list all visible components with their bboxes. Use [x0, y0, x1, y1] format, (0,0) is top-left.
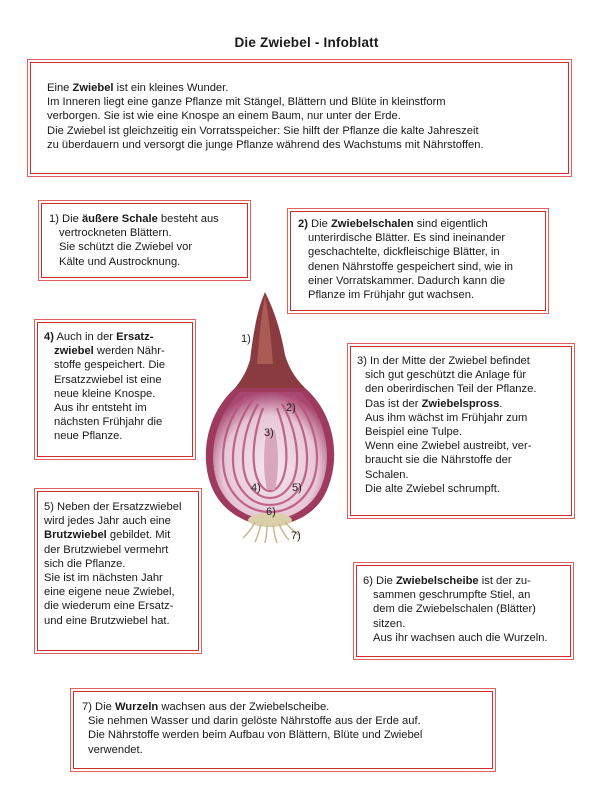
box3-line-7: Wenn eine Zwiebel austreibt, ver-	[365, 440, 532, 453]
box5-line-6: Sie ist im nächsten Jahr	[44, 572, 163, 585]
box3-line-8: braucht sie die Nährstoffe der	[365, 454, 512, 467]
box3-line-2: sich gut geschützt die Anlage für	[365, 369, 527, 382]
box2-line-1: 2) Die Zwiebelschalen sind eigentlich	[298, 218, 488, 230]
box3-line-5: Aus ihm wächst im Frühjahr zum	[365, 411, 528, 424]
box7-line-1: 7) Die Wurzeln wachsen aus der Zwiebelscheibe.	[82, 701, 330, 713]
box4-line-3: stoffe gespeichert. Die	[54, 359, 166, 372]
onion-label-4: 4)	[251, 482, 261, 494]
box4-line-6: Aus ihr entsteht im	[54, 402, 147, 415]
box7-line-4: verwendet.	[88, 743, 143, 756]
onion-label-3: 3)	[264, 427, 274, 439]
box2-line-6: Pflanze im Frühjahr gut wachsen.	[308, 289, 475, 302]
intro-line-3: verborgen. Sie ist wie eine Knospe an einem Baum, nur unter der Erde.	[47, 110, 401, 123]
box4-line-8: neue Pflanze.	[54, 430, 123, 443]
box5-line-5: sich die Pflanze.	[44, 557, 126, 570]
info-box-7-roots	[73, 691, 493, 769]
box1-line-4: Kälte und Austrocknung.	[59, 255, 181, 268]
box5-line-3: Brutzwiebel gebildet. Mit	[44, 529, 171, 542]
box4-line-4: Ersatzzwiebel ist eine	[54, 373, 162, 386]
info-box-3-sprout	[350, 346, 572, 516]
onion-label-1: 1)	[241, 333, 251, 345]
box5-line-7: eine eigene neue Zwiebel,	[44, 586, 175, 599]
box5-line-4: der Brutzwiebel vermehrt	[44, 543, 169, 556]
intro-line-1: Eine Zwiebel ist ein kleines Wunder.	[47, 82, 229, 94]
onion-label-5: 5)	[292, 482, 302, 494]
box4-line-7: nächsten Frühjahr die	[54, 416, 163, 429]
box4-line-1: 4) Auch in der Ersatz-	[44, 331, 154, 343]
info-box-5-brood-bulb	[37, 491, 199, 651]
intro-box	[30, 62, 569, 174]
box2-line-5: einer Vorratskammer. Dadurch kann die	[308, 274, 506, 287]
info-box-1-outer-skin	[41, 203, 248, 278]
box1-line-2: vertrockneten Blättern.	[59, 227, 172, 240]
intro-line-4: Die Zwiebel ist gleichzeitig ein Vorratsspeicher: Sie hilft der Pflanze die kalte Jahreszeit	[47, 124, 479, 137]
box7-line-2: Sie nehmen Wasser und darin gelöste Nährstoffe aus der Erde auf.	[88, 715, 421, 728]
box2-line-2: unterirdische Blätter. Es sind ineinander	[308, 232, 506, 245]
box4-line-5: neue kleine Knospe.	[54, 387, 156, 400]
intro-line-2: Im Inneren liegt eine ganze Pflanze mit Stängel, Blättern und Blüte in kleinstform	[47, 96, 446, 109]
intro-line-5: zu überdauern und versorgt die junge Pflanze während des Wachstums mit Nährstoffen.	[47, 138, 484, 151]
box5-line-2: wird jedes Jahr auch eine	[44, 515, 171, 528]
box5-line-8: die wiederum eine Ersatz-	[44, 600, 174, 613]
box3-line-1: 3) In der Mitte der Zwiebel befindet	[357, 355, 530, 367]
box5-line-1: 5) Neben der Ersatzzwiebel	[44, 501, 182, 513]
onion-label-2: 2)	[286, 402, 296, 414]
info-box-4-replacement-bulb	[37, 322, 193, 457]
box3-line-6: Beispiel eine Tulpe.	[365, 426, 463, 439]
info-box-6-basal-plate	[356, 565, 571, 657]
box4-line-2: zwiebel werden Nähr-	[54, 345, 165, 358]
box6-line-2: sammen geschrumpfte Stiel, an	[373, 589, 531, 602]
onion-label-6: 6)	[266, 506, 276, 518]
box5-line-9: und eine Brutzwiebel hat.	[44, 614, 170, 627]
box2-line-4: denen Nährstoffe gespeichert sind, wie in	[308, 260, 514, 273]
box1-line-3: Sie schützt die Zwiebel vor	[59, 241, 193, 254]
box7-line-3: Die Nährstoffe werden beim Aufbau von Blättern, Blüte und Zwiebel	[88, 729, 423, 742]
box3-line-10: Die alte Zwiebel schrumpft.	[365, 482, 500, 495]
box3-line-9: Schalen.	[365, 468, 409, 481]
box3-line-4: Das ist der Zwiebelspross.	[365, 397, 503, 410]
page-title: Die Zwiebel - Infoblatt	[234, 35, 379, 50]
box6-line-4: sitzen.	[373, 617, 406, 630]
box1-line-1: 1) Die äußere Schale besteht aus	[49, 213, 219, 225]
box6-line-1: 6) Die Zwiebelscheibe ist der zu-	[363, 575, 531, 587]
box3-line-3: den oberirdischen Teil der Pflanze.	[365, 383, 537, 396]
onion-label-7: 7)	[291, 530, 301, 542]
box6-line-3: dem die Zwiebelschalen (Blätter)	[373, 603, 536, 616]
box6-line-5: Aus ihr wachsen auch die Wurzeln.	[373, 631, 548, 644]
box2-line-3: geschachtelte, dickfleischige Blätter, in	[308, 246, 500, 259]
